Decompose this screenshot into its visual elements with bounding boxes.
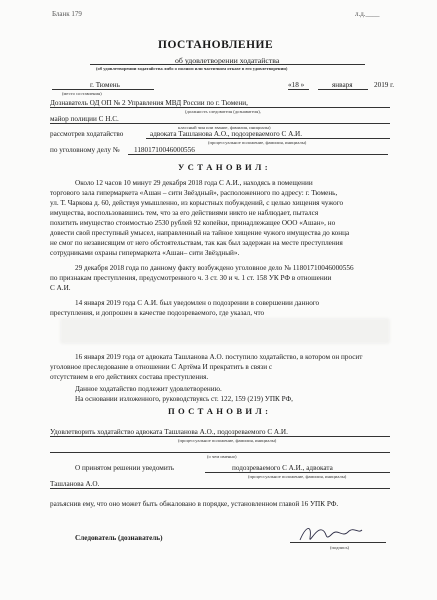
subtitle-hint: (об удовлетворении ходатайства либо о полном или частичном отказе в его удовлетворении)	[96, 66, 288, 71]
date-day: «18 »	[288, 81, 305, 89]
body-line: Около 12 часов 10 минут 29 декабря 2018 года С А.И., находясь в помещении	[75, 179, 313, 187]
explain-line: разъяснив ему, что оно может быть обжаловано в порядке, установленном главой 16 УПК РФ.	[50, 500, 339, 508]
petitioner-underline	[146, 138, 390, 139]
body-line: торгового зала гипермаркета «Ашан – сити Звёздный», расположенного по адресу: г. Тюмень,	[50, 189, 338, 197]
petitioner: адвоката Ташланова А.О., подозреваемого С А.И.	[150, 130, 303, 138]
city: г. Тюмень	[90, 81, 120, 89]
subtitle: об удовлетворении ходатайства	[175, 56, 280, 65]
body-line: не смог по независящим от него обстоятельствам, так как был задержан на месте преступления	[50, 239, 343, 247]
subtitle-underline	[90, 64, 365, 65]
signature-hint: (подпись)	[330, 545, 350, 550]
notify-underline	[205, 472, 390, 473]
officer-position: Дознаватель ОД ОП № 2 Управления МВД России по г. Тюмени,	[50, 99, 248, 107]
body-line: Данное ходатайство подлежит удовлетворению.	[75, 385, 222, 393]
body-line: На основании изложенного, руководствуясь ст. 122, 159 (219) УПК РФ,	[75, 395, 293, 403]
date-month: января	[332, 81, 353, 89]
rank-hint: классный чин или звание, фамилия, инициалы)	[178, 125, 271, 130]
case-sheet: л.д.____	[355, 10, 380, 18]
city-underline	[52, 89, 154, 90]
signature-scribble	[296, 520, 366, 546]
case-underline	[128, 154, 388, 155]
body-line: довести свой преступный умысел, направленный на тайное хищение чужого имущества до конца	[50, 229, 350, 237]
resolved-heading: П О С Т А Н О В И Л :	[168, 406, 269, 416]
rank-underline	[50, 123, 390, 124]
notify-hint: (процессуальное положение, фамилия, инициалы)	[248, 474, 347, 479]
date-year: 2019 г.	[374, 81, 395, 89]
petitioner-hint: (процессуальное положение, фамилия, инициалы)	[208, 140, 307, 145]
body-line: имущества, воспользовавшись тем, что за его действиями никто не наблюдает, пытался	[50, 209, 319, 217]
redacted-area	[60, 318, 390, 344]
signature-label: Следователь (дознаватель)	[75, 534, 163, 542]
city-hint: (место составления)	[62, 91, 102, 96]
established-heading: У С Т А Н О В И Л :	[178, 162, 269, 172]
considered-label: рассмотрев ходатайство	[50, 130, 124, 138]
body-line: по признакам преступления, предусмотренного ч. 3 ст. 30 и ч. 1 ст. 158 УК РФ в отношении	[50, 274, 332, 282]
notify-label: О принятом решении уведомить	[75, 464, 175, 472]
notify-who2: Ташланова А.О.	[50, 480, 100, 488]
body-line: сотрудниками охраны гипермаркета «Ашан– сити Звёздный».	[50, 249, 240, 257]
resolution-line1: Удовлетворить ходатайство адвоката Ташланова А.О., подозреваемого С А.И.	[50, 428, 288, 436]
case-number: 11801710046000556	[134, 146, 195, 154]
body-line: 29 декабря 2018 года по данному факту возбуждено уголовное дело № 11801710046000556	[75, 264, 354, 272]
blank-label: Бланк 179	[52, 10, 82, 18]
body-line: преступления, и допрошен в качестве подозреваемого, где указал, что	[50, 309, 265, 317]
body-line: отсутствием в его действиях состава преступления.	[50, 373, 209, 381]
notify-underline2	[50, 488, 390, 489]
notify-who: подозреваемого С А.И., адвоката	[232, 464, 333, 472]
body-line: 14 января 2019 года С А.И. был уведомлен о подозрении в совершении данного	[75, 299, 320, 307]
case-prefix: по уголовному делу №	[50, 146, 120, 154]
body-line: уголовное преследование в отношении С Артёма И прекратить в связи с	[50, 363, 273, 371]
body-line: ул. Т. Чаркова д. 60, действуя умышленно, из корыстных побуждений, с целью хищения чужого	[50, 199, 344, 207]
officer-rank-name: майор полиции С Н.С.	[50, 115, 119, 123]
resolution-underline1	[50, 436, 390, 437]
body-line: похитить имущество стоимостью 2530 рублей 92 копейки, принадлежащее ООО «Ашан», но	[50, 219, 336, 227]
resolution-hint1: (процессуальное положение, фамилия, инициалы)	[178, 438, 277, 443]
resolution-hint2: (о чем именно)	[207, 454, 237, 459]
officer-position-hint: (должность следователя (дознавателя),	[185, 109, 261, 114]
resolution-underline2	[50, 452, 390, 453]
officer-underline	[50, 107, 390, 108]
day-underline	[288, 89, 309, 90]
page-title: ПОСТАНОВЛЕНИЕ	[158, 39, 274, 51]
body-line: С А.И.	[50, 284, 71, 292]
body-line: 16 января 2019 года от адвоката Ташланова А.О. поступило ходатайство, в котором он просит	[75, 353, 363, 361]
month-underline	[318, 89, 368, 90]
